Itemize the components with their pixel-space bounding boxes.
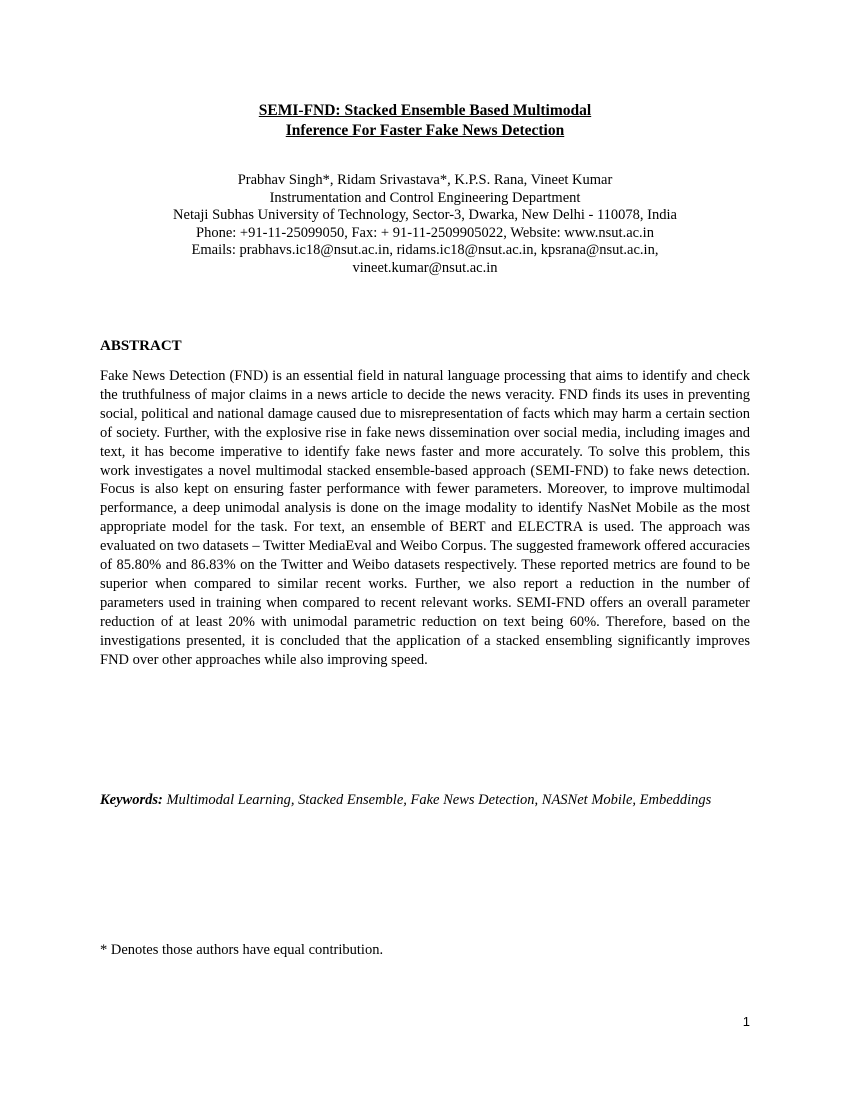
title-line-1: SEMI-FND: Stacked Ensemble Based Multimodal bbox=[258, 102, 592, 119]
abstract-body: Fake News Detection (FND) is an essential field in natural language processing that aims to identify and check the truthfulness of major claims in a news article to decide the news veracity. FND finds its uses in preventing social, political and national damage caused due to misrepresentation of facts which may harm a certain section of society. Further, with the explosive rise in fake news dissemination over social media, including images and text, it has become imperative to identify fake news faster and more accurately. To solve this problem, this work investigates a novel multimodal stacked ensemble-based approach (SEMI-FND) to fake news detection. Focus is also kept on ensuring faster performance with fewer parameters. Moreover, to improve multimodal performance, a deep unimodal analysis is done on the image modality to identify NasNet Mobile as the most appropriate model for the task. For text, an ensemble of BERT and ELECTRA is used. The approach was evaluated on two datasets – Twitter MediaEval and Weibo Corpus. The suggested framework offered accuracies of 85.80% and 86.83% on the Twitter and Weibo datasets respectively. These reported metrics are found to be superior when compared to similar recent works. Further, we also report a reduction in the number of parameters used in training when compared to recent relevant works. SEMI-FND offers an overall parameter reduction of at least 20% with unimodal parametric reduction on text being 60%. Therefore, based on the investigations presented, it is concluded that the application of a stacked ensembling significantly improves FND over other approaches while also improving speed. bbox=[100, 368, 750, 668]
page-number: 1 bbox=[742, 1014, 750, 1029]
author-emails-line-2: vineet.kumar@nsut.ac.in bbox=[352, 259, 498, 276]
author-emails-line-1: Emails: prabhavs.ic18@nsut.ac.in, ridams.ic18@nsut.ac.in, kpsrana@nsut.ac.in, bbox=[191, 242, 659, 258]
keywords-label: Keywords: bbox=[100, 792, 163, 808]
abstract-heading: ABSTRACT bbox=[100, 338, 182, 354]
keywords-text: Multimodal Learning, Stacked Ensemble, Fake News Detection, NASNet Mobile, Embeddings bbox=[166, 792, 712, 808]
author-contact: Phone: +91-11-25099050, Fax: + 91-11-2509905022, Website: www.nsut.ac.in bbox=[196, 224, 654, 241]
author-names: Prabhav Singh*, Ridam Srivastava*, K.P.S. Rana, Vineet Kumar bbox=[237, 172, 613, 188]
paper-title bbox=[100, 101, 750, 141]
keywords-line bbox=[100, 791, 780, 809]
equal-contribution-footnote: * Denotes those authors have equal contribution. bbox=[100, 942, 384, 958]
author-institution: Netaji Subhas University of Technology, Sector-3, Dwarka, New Delhi - 110078, India bbox=[173, 207, 677, 223]
title-line-2: Inference For Faster Fake News Detection bbox=[285, 122, 565, 139]
author-block bbox=[100, 172, 750, 277]
author-department: Instrumentation and Control Engineering Department bbox=[269, 189, 581, 206]
